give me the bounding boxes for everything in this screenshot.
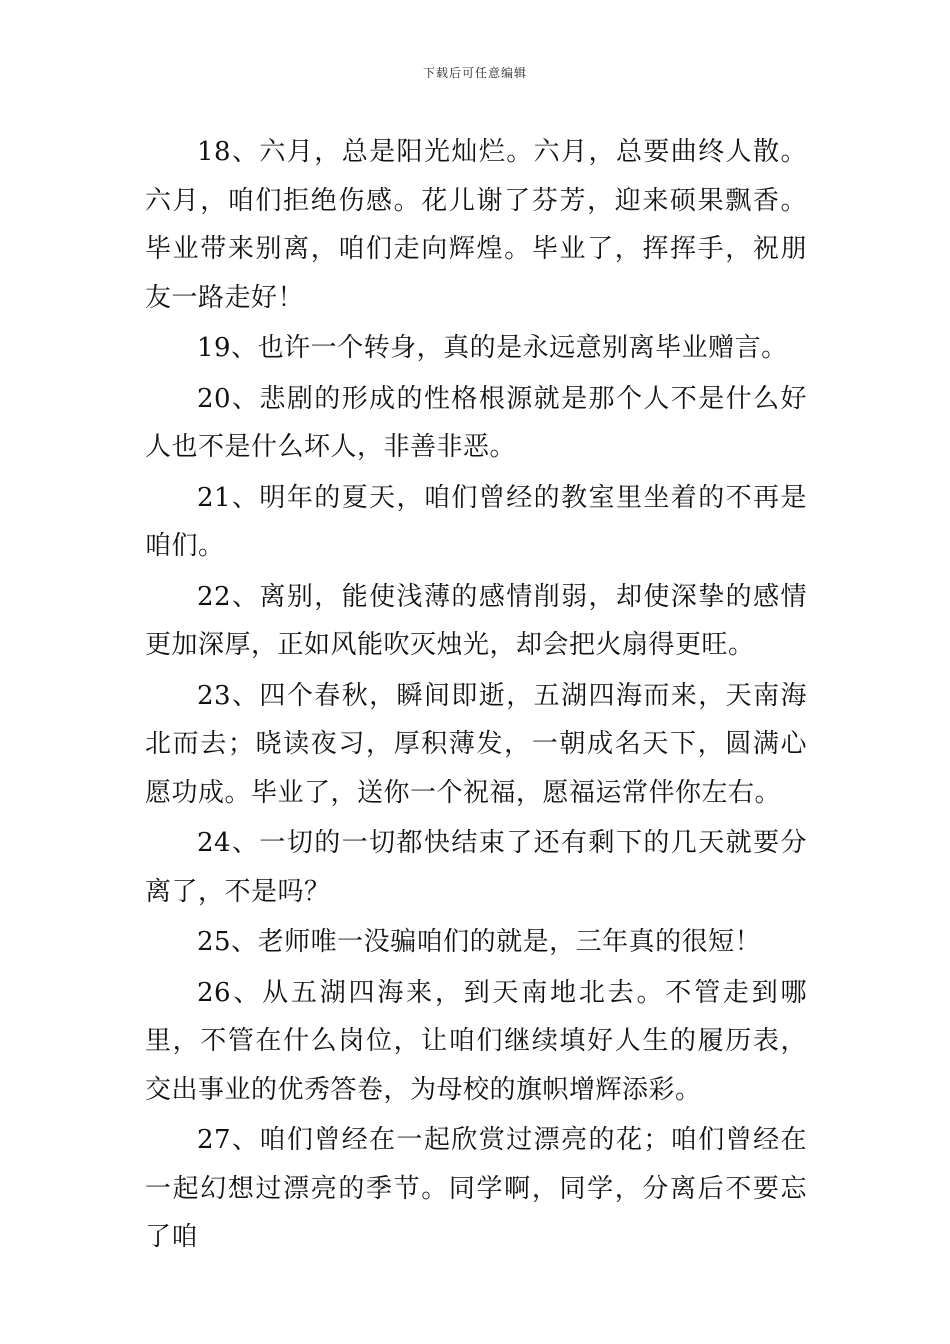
paragraph-25: 25、老师唯一没骗咱们的就是，三年真的很短！ — [197, 927, 762, 957]
page-header-note: 下载后可任意编辑 — [422, 66, 527, 80]
paragraph-18: 18、六月，总是阳光灿烂。六月，总要曲终人散。六月，咱们拒绝伤感。花儿谢了芬芳，迎来硕果飘香。毕业带来别离，咱们走向辉煌。毕业了，挥挥手，祝朋友一路走好！ — [145, 137, 807, 313]
paragraph-22: 22、离别，能使浅薄的感情削弱，却使深挚的感情更加深厚，正如风能吹灭烛光，却会把火扇得更旺。 — [145, 581, 807, 660]
document-body — [145, 128, 807, 1264]
paragraph-19: 19、也许一个转身，真的是永远意别离毕业赠言。 — [197, 333, 788, 363]
paragraph-20: 20、悲剧的形成的性格根源就是那个人不是什么好人也不是什么坏人，非善非恶。 — [145, 383, 807, 462]
paragraph-21: 21、明年的夏天，咱们曾经的教室里坐着的不再是咱们。 — [145, 482, 807, 561]
paragraph-23: 23、四个春秋，瞬间即逝，五湖四海而来，天南海北而去；晓读夜习，厚积薄发，一朝成名天下，圆满心愿功成。毕业了，送你一个祝福，愿福运常伴你左右。 — [145, 680, 807, 808]
paragraph-26: 26、从五湖四海来，到天南地北去。不管走到哪里，不管在什么岗位，让咱们继续填好人生的履历表，交出事业的优秀答卷，为母校的旗帜增辉添彩。 — [145, 977, 807, 1105]
paragraph-24: 24、一切的一切都快结束了还有剩下的几天就要分离了，不是吗？ — [145, 828, 807, 907]
paragraph-27: 27、咱们曾经在一起欣赏过漂亮的花；咱们曾经在一起幻想过漂亮的季节。同学啊，同学，分离后不要忘了咱 — [145, 1125, 807, 1252]
